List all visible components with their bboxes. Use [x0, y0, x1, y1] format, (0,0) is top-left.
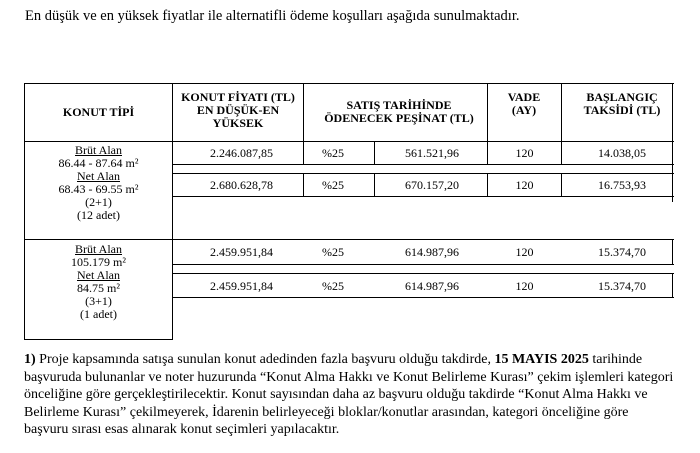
table-row-price: 2.246.087,85 — [210, 146, 273, 160]
table-row-installment: 14.038,05 — [598, 146, 646, 160]
table-row-down: 614.987,96 — [405, 245, 459, 259]
table-row-installment: 16.753,93 — [598, 178, 646, 192]
table-row-installment: 15.374,70 — [598, 245, 646, 259]
table-row-down: 614.987,96 — [405, 279, 459, 293]
net-area-value: 68.43 - 69.55 m² — [58, 182, 139, 196]
footnote-number: 1) — [24, 352, 36, 367]
price-table — [24, 83, 674, 340]
header-installment: BAŞLANGIÇ TAKSİDİ (TL) — [583, 90, 661, 117]
gross-area-value: 86.44 - 87.64 m² — [58, 156, 139, 170]
table-row-percent: %25 — [322, 178, 344, 192]
table-row-down: 561.521,96 — [405, 146, 459, 160]
footnote-text-1: Proje kapsamında satışa sunulan konut adedinden fazla başvuru olduğu takdirde, — [35, 352, 495, 367]
header-bottom-line — [24, 141, 674, 142]
net-area-label: Net Alan — [77, 169, 120, 183]
header-price: KONUT FİYATI (TL) EN DÜŞÜK-EN YÜKSEK — [181, 90, 295, 130]
table-row-price: 2.459.951,84 — [210, 245, 273, 259]
table-row-price: 2.680.628,78 — [210, 178, 273, 192]
unit-count: (12 adet) — [77, 208, 120, 222]
gross-area-label: Brüt Alan — [75, 143, 122, 157]
type-cell-3plus1 — [25, 243, 172, 321]
table-row-percent: %25 — [322, 279, 344, 293]
header-down-payment: SATIŞ TARİHİNDE ÖDENECEK PEŞİNAT (TL) — [324, 98, 474, 125]
footnote — [24, 351, 674, 439]
table-row-term: 120 — [515, 146, 534, 160]
header-term: VADE (AY) — [507, 90, 541, 117]
net-area-label: Net Alan — [77, 268, 120, 282]
net-area-value: 84.75 m² — [77, 281, 120, 295]
room-layout: (2+1) — [85, 195, 112, 209]
table-row-price: 2.459.951,84 — [210, 279, 273, 293]
footnote-text-2: tarihinde başvuruda bulunanlar ve noter huzurunda “Konut Alma Hakkı ve Konut Belirleme Kurası” çekim işlemleri kategori önceliğine göre gerçekleştirilecektir. Konut sayısından daha az başvuru olduğu takdirde “Konut Alma Hakkı ve Belirleme Kurası” çekilmeyerek, İdarenin belirleyeceği bloklar/konutlar arasından, kategori önceliğine göre başvuru sırası esas alınarak konut seçimleri yapılacaktır. — [24, 352, 674, 437]
table-row-installment: 15.374,70 — [598, 279, 646, 293]
col-divider-term — [561, 83, 562, 142]
intro-text: En düşük ve en yüksek fiyatlar ile alternatifli ödeme koşulları aşağıda sunulmaktadır. — [25, 8, 520, 24]
table-row-term: 120 — [515, 245, 534, 259]
type-cell-2plus1 — [25, 144, 172, 222]
table-row-percent: %25 — [322, 146, 344, 160]
table-border-bottom — [24, 339, 172, 340]
table-border-top — [24, 83, 674, 84]
room-layout: (3+1) — [85, 294, 112, 308]
footnote-date: 15 MAYIS 2025 — [494, 352, 589, 367]
table-row-down: 670.157,20 — [405, 178, 459, 192]
gross-area-value: 105.179 m² — [71, 255, 126, 269]
group-divider — [24, 239, 674, 240]
unit-count: (1 adet) — [80, 307, 117, 321]
header-type: KONUT TİPİ — [62, 105, 135, 119]
col-divider-price — [303, 83, 304, 142]
table-row-term: 120 — [515, 279, 534, 293]
table-row-percent: %25 — [322, 245, 344, 259]
gross-area-label: Brüt Alan — [75, 242, 122, 256]
col-divider-down — [487, 83, 488, 142]
table-row-term: 120 — [515, 178, 534, 192]
